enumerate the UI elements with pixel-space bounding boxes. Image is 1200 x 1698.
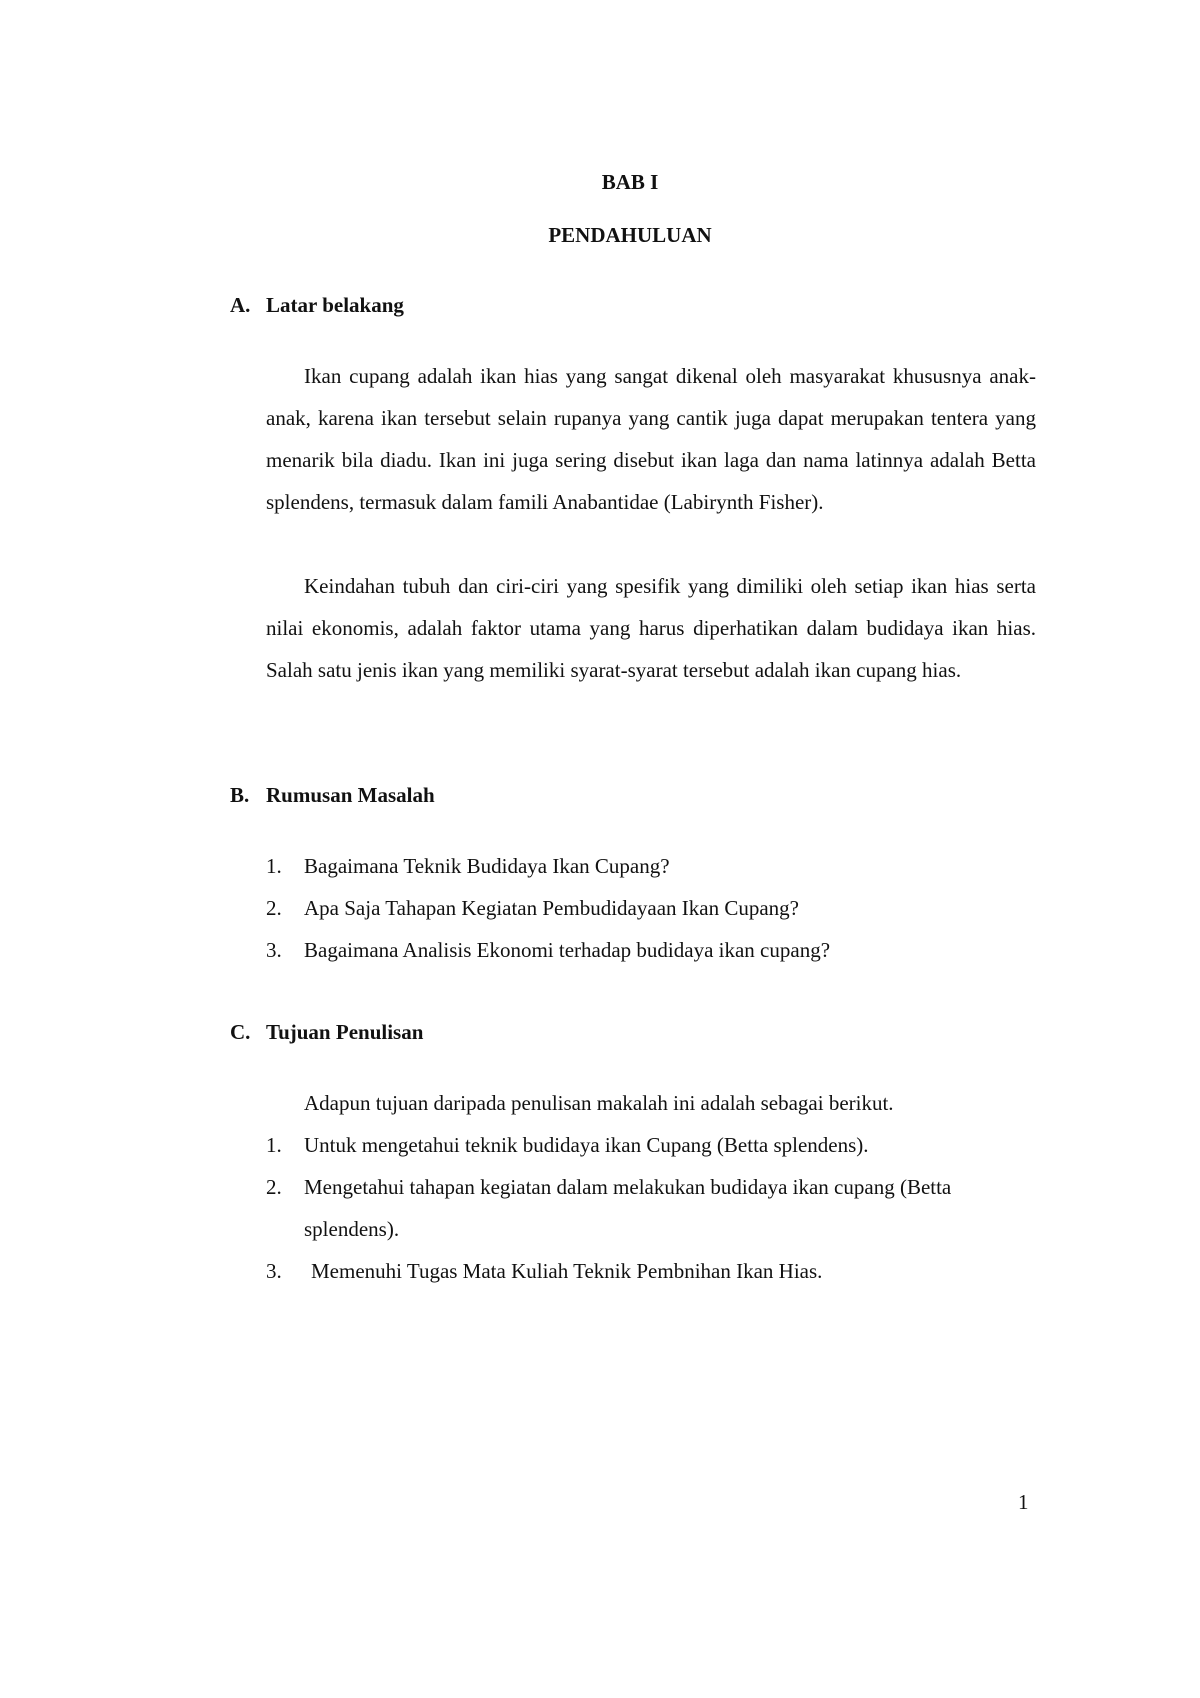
- section-b-letter: B.: [230, 783, 250, 807]
- list-number: 1.: [266, 1133, 282, 1157]
- list-number: 2.: [266, 896, 282, 920]
- list-text: Untuk mengetahui teknik budidaya ikan Cupang (Betta splendens).: [304, 1133, 869, 1157]
- section-a-paragraph-1: Ikan cupang adalah ikan hias yang sangat dikenal oleh masyarakat khususnya anak-anak, karena ikan tersebut selain rupanya yang cantik juga dapat merupakan tentera yang menarik bila diadu. Ikan ini juga sering disebut ikan laga dan nama latinnya adalah Betta splendens, termasuk dalam famili Anabantidae (Labirynth Fisher).: [266, 364, 1036, 514]
- list-number: 2.: [266, 1175, 282, 1199]
- section-a-paragraph-2: Keindahan tubuh dan ciri-ciri yang spesifik yang dimiliki oleh setiap ikan hias serta nilai ekonomis, adalah faktor utama yang harus diperhatikan dalam budidaya ikan hias. Salah satu jenis ikan yang memiliki syarat-syarat tersebut adalah ikan cupang hias.: [266, 574, 1036, 682]
- list-item: [266, 929, 1046, 971]
- list-number: 3.: [266, 1259, 282, 1283]
- page-number: 1: [1018, 1490, 1029, 1514]
- list-item: [266, 1250, 996, 1292]
- list-item: [266, 1124, 996, 1166]
- objective-list: [266, 1124, 996, 1292]
- chapter-title: PENDAHULUAN: [548, 223, 712, 247]
- section-a-heading: [230, 293, 404, 318]
- section-a-title: Latar belakang: [266, 293, 404, 317]
- section-c-title: Tujuan Penulisan: [266, 1020, 424, 1044]
- list-text: Memenuhi Tugas Mata Kuliah Teknik Pembnihan Ikan Hias.: [311, 1259, 823, 1283]
- list-item: [266, 887, 1046, 929]
- list-text: Bagaimana Teknik Budidaya Ikan Cupang?: [304, 854, 670, 878]
- section-c-heading: [230, 1020, 423, 1045]
- section-c-intro: Adapun tujuan daripada penulisan makalah ini adalah sebagai berikut.: [304, 1091, 894, 1115]
- list-item: [266, 1166, 996, 1250]
- list-text: Bagaimana Analisis Ekonomi terhadap budidaya ikan cupang?: [304, 938, 831, 962]
- section-b-heading: [230, 783, 435, 808]
- list-number: 1.: [266, 854, 282, 878]
- section-a-letter: A.: [230, 293, 251, 317]
- list-text: Apa Saja Tahapan Kegiatan Pembudidayaan Ikan Cupang?: [304, 896, 799, 920]
- list-item: [266, 845, 1046, 887]
- chapter-number: BAB I: [601, 170, 659, 194]
- section-c-letter: C.: [230, 1020, 251, 1044]
- list-text: Mengetahui tahapan kegiatan dalam melakukan budidaya ikan cupang (Betta splendens).: [304, 1175, 952, 1241]
- list-number: 3.: [266, 938, 282, 962]
- section-b-title: Rumusan Masalah: [266, 783, 435, 807]
- problem-list: [266, 845, 1046, 971]
